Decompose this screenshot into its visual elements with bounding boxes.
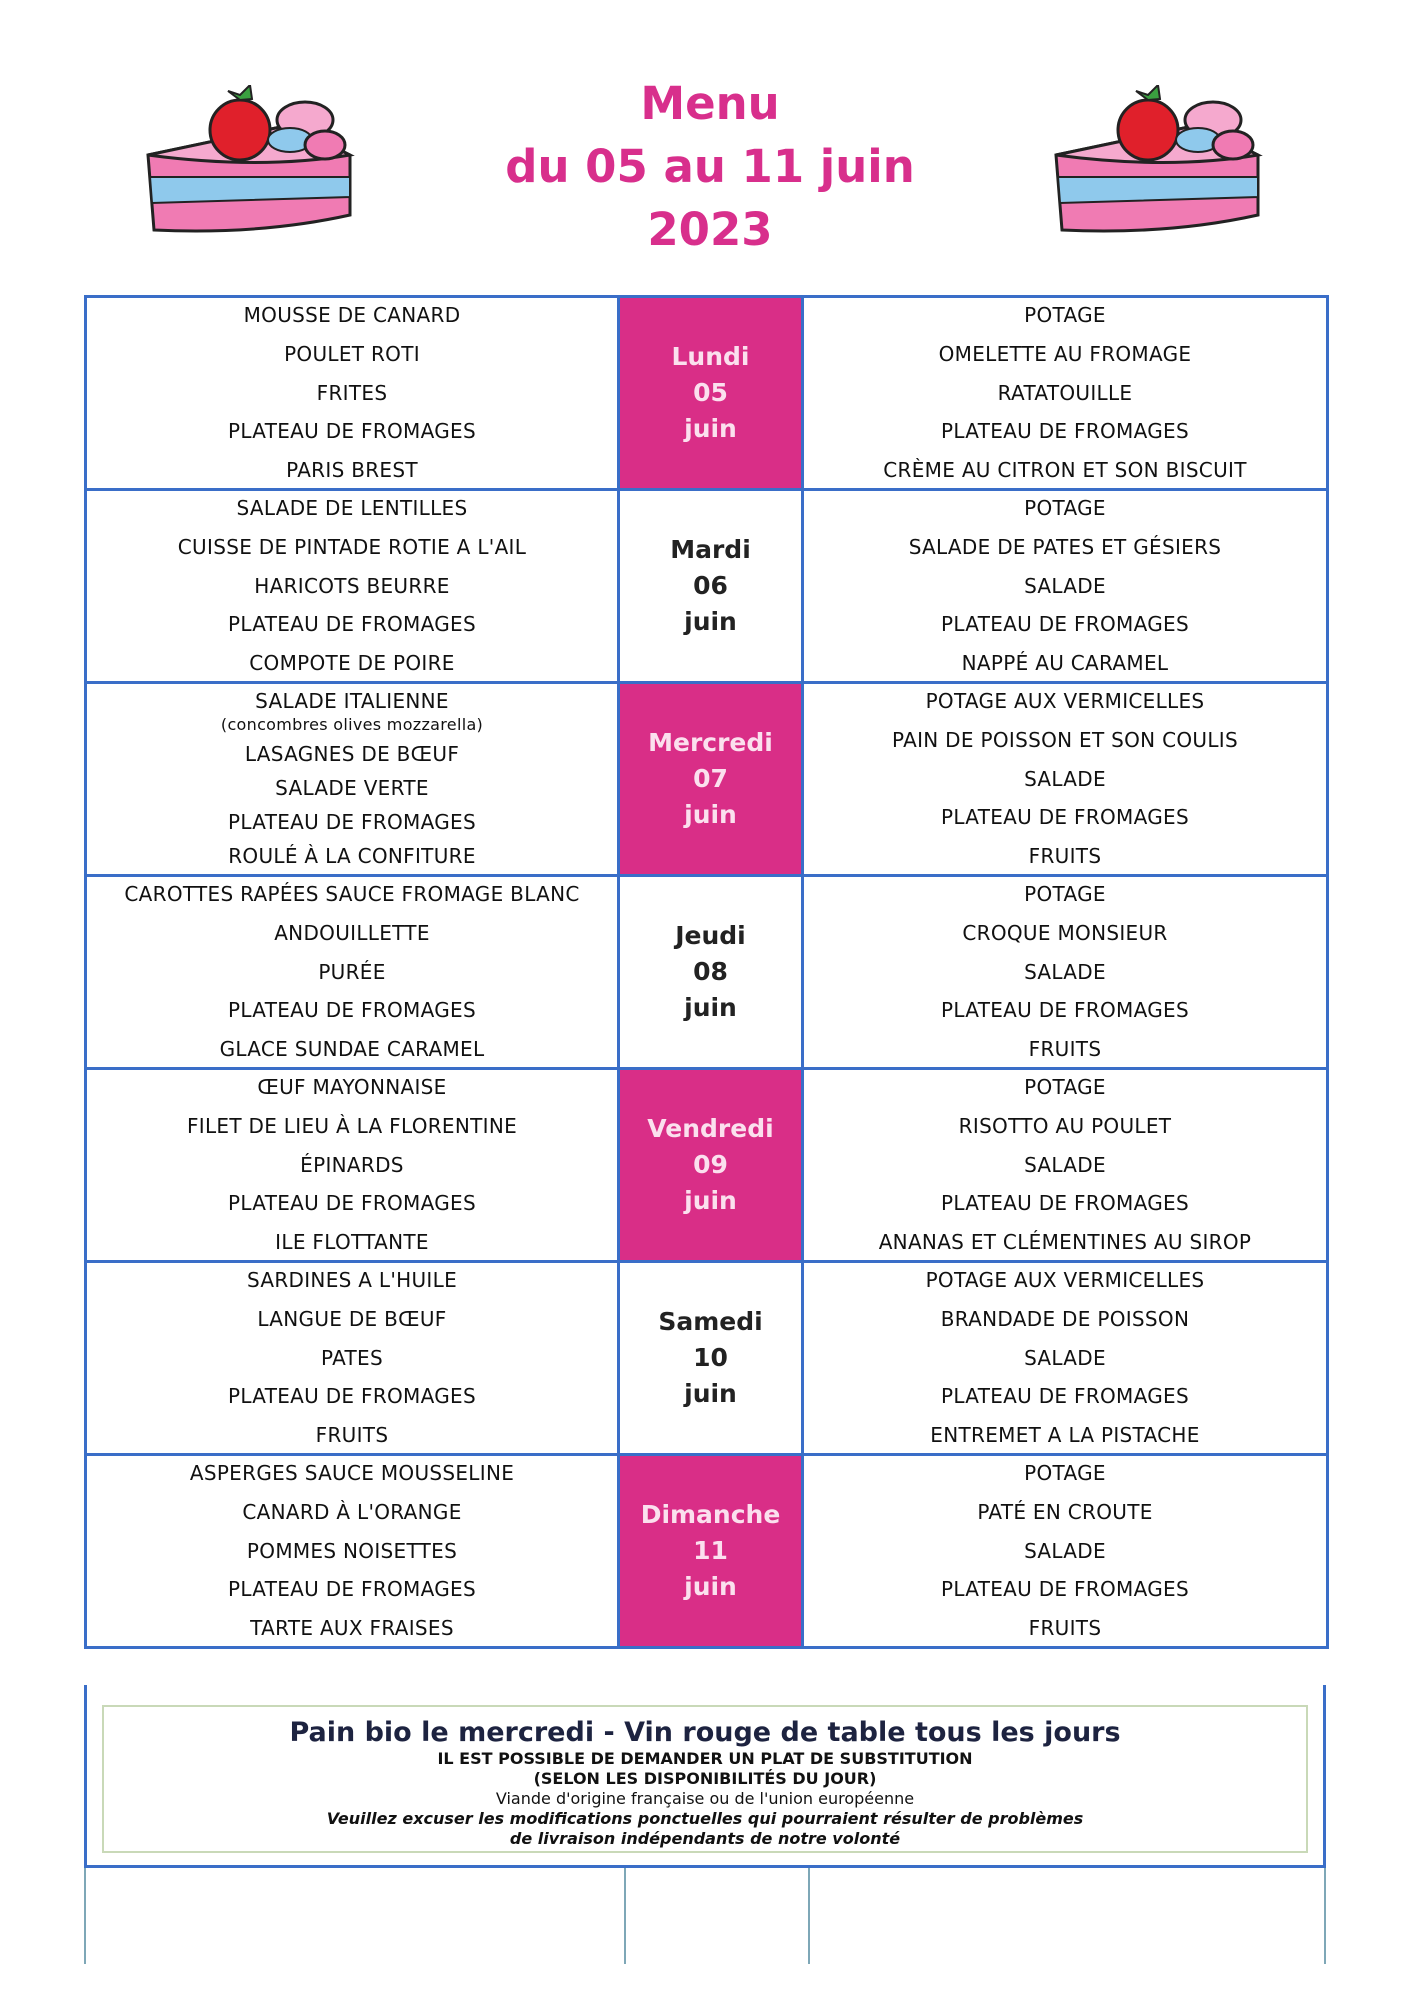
day-label-cell <box>619 683 803 876</box>
lunch-meal-cell <box>86 1069 619 1262</box>
dish-item: ANDOUILLETTE <box>274 920 430 945</box>
day-month: juin <box>684 1379 737 1408</box>
dish-item: RISOTTO AU POULET <box>958 1113 1172 1138</box>
dish-item: PLATEAU DE FROMAGES <box>228 419 476 444</box>
dinner-meal-cell <box>803 1069 1328 1262</box>
footer-substitution: IL EST POSSIBLE DE DEMANDER UN PLAT DE SUBSTITUTION <box>437 1749 973 1768</box>
dinner-meal-cell <box>803 683 1328 876</box>
dish-item: SALADE ITALIENNE <box>255 689 449 713</box>
lunch-dish-list <box>87 684 617 874</box>
day-day: Dimanche <box>640 1500 781 1529</box>
dish-item: POTAGE <box>1024 303 1106 327</box>
menu-row-lundi <box>86 297 1328 490</box>
grid-divider <box>624 1868 626 1964</box>
dish-item: PLATEAU DE FROMAGES <box>228 810 476 834</box>
page-title <box>430 72 990 261</box>
dinner-dish-list <box>804 684 1326 874</box>
dish-item: PLATEAU DE FROMAGES <box>941 612 1189 637</box>
day-date: 11 <box>693 1536 728 1565</box>
dinner-dish-list <box>804 1456 1326 1646</box>
lunch-meal-cell <box>86 490 619 683</box>
dish-item: POTAGE AUX VERMICELLES <box>925 1268 1205 1292</box>
dish-item: ANANAS ET CLÉMENTINES AU SIROP <box>878 1230 1252 1254</box>
dish-item: PURÉE <box>318 959 386 984</box>
menu-row-vendredi <box>86 1069 1328 1262</box>
dish-item: SALADE <box>1024 1538 1106 1563</box>
dish-item: PLATEAU DE FROMAGES <box>941 998 1189 1023</box>
dish-note: (concombres olives mozzarella) <box>220 715 484 734</box>
strawberry-cake-icon <box>1048 85 1288 245</box>
day-label-cell <box>619 490 803 683</box>
dish-item: LASAGNES DE BŒUF <box>244 742 460 766</box>
dish-item: SALADE <box>1024 573 1106 598</box>
dish-item: MOUSSE DE CANARD <box>243 303 461 327</box>
day-label-cell <box>619 297 803 490</box>
dinner-dish-list <box>804 491 1326 681</box>
dish-item: FRUITS <box>315 1423 389 1447</box>
dinner-dish-list <box>804 298 1326 488</box>
dish-item: ENTREMET A LA PISTACHE <box>930 1423 1200 1447</box>
lunch-dish-list <box>87 1263 617 1453</box>
day-day: Mercredi <box>648 728 773 757</box>
dish-item: PLATEAU DE FROMAGES <box>941 419 1189 444</box>
dish-item: FILET DE LIEU À LA FLORENTINE <box>186 1113 518 1138</box>
dish-item: POULET ROTI <box>284 341 420 366</box>
dish-item: SALADE <box>1024 959 1106 984</box>
dish-item: FRUITS <box>1028 1616 1102 1640</box>
dish-item: PARIS BREST <box>286 458 418 482</box>
menu-row-dimanche <box>86 1455 1328 1648</box>
day-day: Lundi <box>671 342 750 371</box>
lunch-meal-cell <box>86 1455 619 1648</box>
footer-apology-1: Veuillez excuser les modifications ponctuelles qui pourraient résulter de problèmes <box>326 1809 1084 1828</box>
dish-item: CUISSE DE PINTADE ROTIE A L'AIL <box>177 534 527 559</box>
menu-row-jeudi <box>86 876 1328 1069</box>
footer-apology-2: de livraison indépendants de notre volonté <box>509 1829 901 1848</box>
day-day: Jeudi <box>675 921 746 950</box>
dish-item: HARICOTS BEURRE <box>254 573 450 598</box>
day-month: juin <box>684 800 737 829</box>
dish-item: ŒUF MAYONNAISE <box>257 1075 447 1099</box>
dish-item: PATÉ EN CROUTE <box>977 1499 1153 1524</box>
dish-item: PLATEAU DE FROMAGES <box>228 1577 476 1602</box>
lunch-meal-cell <box>86 297 619 490</box>
dish-item: PLATEAU DE FROMAGES <box>228 1384 476 1409</box>
dish-item: RATATOUILLE <box>997 380 1133 405</box>
dish-item: SALADE DE LENTILLES <box>236 496 468 520</box>
dish-item: PLATEAU DE FROMAGES <box>941 1384 1189 1409</box>
day-date: 06 <box>693 571 728 600</box>
day-date: 05 <box>693 378 728 407</box>
menu-row-mardi <box>86 490 1328 683</box>
day-month: juin <box>684 1186 737 1215</box>
dish-item: SALADE VERTE <box>275 776 429 800</box>
dinner-meal-cell <box>803 297 1328 490</box>
dish-item: POTAGE <box>1024 496 1106 520</box>
day-month: juin <box>684 414 737 443</box>
day-date: 07 <box>693 764 728 793</box>
lunch-dish-list <box>87 298 617 488</box>
dinner-meal-cell <box>803 490 1328 683</box>
dish-item: POMMES NOISETTES <box>246 1538 458 1563</box>
empty-grid-row <box>84 1868 1326 1964</box>
day-label-cell <box>619 876 803 1069</box>
title-menu: Menu <box>640 77 780 130</box>
dish-item: COMPOTE DE POIRE <box>249 651 455 675</box>
dish-item: ÉPINARDS <box>300 1152 404 1177</box>
dish-item: TARTE AUX FRAISES <box>250 1616 454 1640</box>
dish-item: SALADE <box>1024 1345 1106 1370</box>
lunch-dish-list <box>87 877 617 1067</box>
dish-item: ILE FLOTTANTE <box>275 1230 429 1254</box>
strawberry-cake-icon <box>140 85 380 245</box>
dish-item: PLATEAU DE FROMAGES <box>228 1191 476 1216</box>
title-dates: du 05 au 11 juin <box>505 140 915 193</box>
day-label-cell <box>619 1455 803 1648</box>
footer-availability: (SELON LES DISPONIBILITÉS DU JOUR) <box>533 1769 877 1788</box>
day-day: Samedi <box>658 1307 763 1336</box>
dish-item: LANGUE DE BŒUF <box>257 1306 447 1331</box>
dinner-dish-list <box>804 1263 1326 1453</box>
lunch-dish-list <box>87 1070 617 1260</box>
day-date: 10 <box>693 1343 728 1372</box>
footer-notice <box>102 1705 1308 1853</box>
lunch-meal-cell <box>86 683 619 876</box>
dish-item: PLATEAU DE FROMAGES <box>941 1577 1189 1602</box>
footer-section <box>84 1685 1326 1868</box>
dish-item: PLATEAU DE FROMAGES <box>228 612 476 637</box>
dish-item: POTAGE <box>1024 882 1106 906</box>
dish-item: SALADE <box>1024 1152 1106 1177</box>
dish-item: NAPPÉ AU CARAMEL <box>961 651 1169 675</box>
dish-item: GLACE SUNDAE CARAMEL <box>219 1037 485 1061</box>
day-month: juin <box>684 607 737 636</box>
dinner-dish-list <box>804 1070 1326 1260</box>
dish-item: POTAGE <box>1024 1461 1106 1485</box>
menu-row-samedi <box>86 1262 1328 1455</box>
dish-item: CANARD À L'ORANGE <box>242 1499 462 1524</box>
dish-item: PATES <box>321 1345 383 1370</box>
day-label-cell <box>619 1262 803 1455</box>
day-day: Mardi <box>670 535 751 564</box>
dish-item: FRUITS <box>1028 1037 1102 1061</box>
dish-item: SARDINES A L'HUILE <box>246 1268 458 1292</box>
dinner-meal-cell <box>803 1455 1328 1648</box>
weekly-menu-table <box>84 295 1329 1649</box>
dish-item: CRÈME AU CITRON ET SON BISCUIT <box>883 458 1247 482</box>
day-month: juin <box>684 1572 737 1601</box>
dish-item: ASPERGES SAUCE MOUSSELINE <box>189 1461 515 1485</box>
grid-divider <box>808 1868 810 1964</box>
dish-item: FRUITS <box>1028 844 1102 868</box>
dish-item: FRITES <box>316 380 388 405</box>
dish-item: PAIN DE POISSON ET SON COULIS <box>892 727 1238 752</box>
day-label-cell <box>619 1069 803 1262</box>
dish-item: SALADE DE PATES ET GÉSIERS <box>908 534 1222 559</box>
dinner-dish-list <box>804 877 1326 1067</box>
lunch-meal-cell <box>86 1262 619 1455</box>
dish-item: ROULÉ À LA CONFITURE <box>228 844 476 868</box>
dish-item: PLATEAU DE FROMAGES <box>941 805 1189 830</box>
dish-item: POTAGE AUX VERMICELLES <box>925 689 1205 713</box>
lunch-dish-list <box>87 1456 617 1646</box>
footer-meat-origin: Viande d'origine française ou de l'union européenne <box>495 1789 915 1808</box>
lunch-dish-list <box>87 491 617 681</box>
dish-item: CAROTTES RAPÉES SAUCE FROMAGE BLANC <box>124 882 580 906</box>
dish-item: CROQUE MONSIEUR <box>962 920 1168 945</box>
dish-item: SALADE <box>1024 766 1106 791</box>
day-month: juin <box>684 993 737 1022</box>
lunch-meal-cell <box>86 876 619 1069</box>
footer-title: Pain bio le mercredi - Vin rouge de table tous les jours <box>289 1717 1121 1748</box>
day-date: 09 <box>693 1150 728 1179</box>
dish-item: PLATEAU DE FROMAGES <box>941 1191 1189 1216</box>
day-date: 08 <box>693 957 728 986</box>
day-day: Vendredi <box>647 1114 774 1143</box>
dinner-meal-cell <box>803 1262 1328 1455</box>
dish-item: OMELETTE AU FROMAGE <box>938 341 1192 366</box>
menu-row-mercredi <box>86 683 1328 876</box>
dish-item: BRANDADE DE POISSON <box>940 1306 1190 1331</box>
dish-item: POTAGE <box>1024 1075 1106 1099</box>
dish-item: PLATEAU DE FROMAGES <box>228 998 476 1023</box>
dinner-meal-cell <box>803 876 1328 1069</box>
title-year: 2023 <box>647 203 773 256</box>
